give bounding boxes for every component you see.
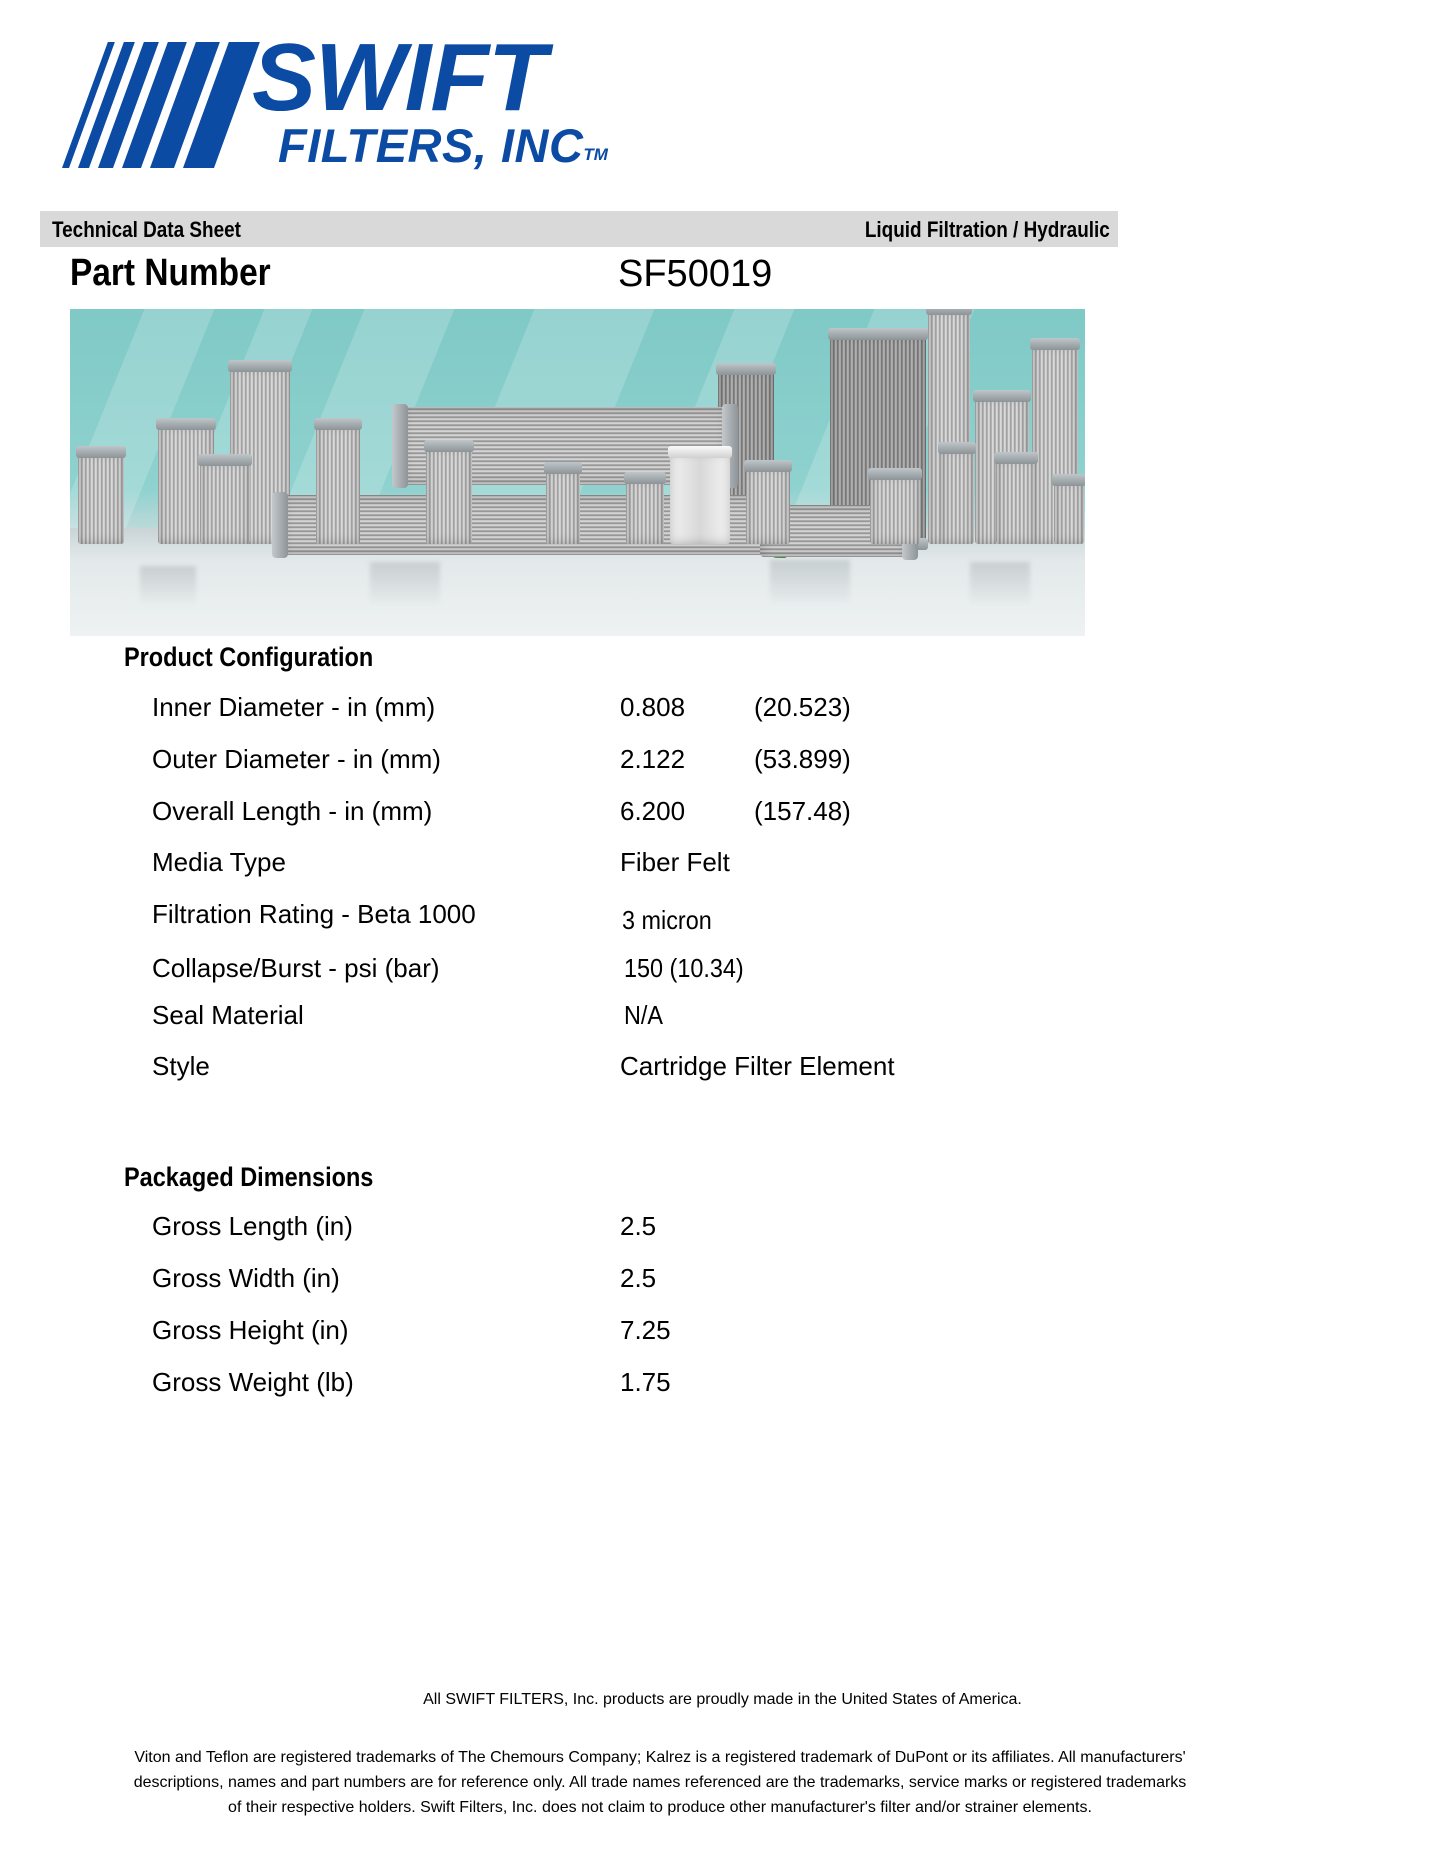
spec-row bbox=[152, 953, 1052, 993]
footer-legal-disclaimer: Viton and Teflon are registered trademarks of The Chemours Company; Kalrez is a registered trademark of DuPont or its affiliates. All manufacturers' descriptions, names and part numbers are for reference only. All trade names referenced are the trademarks, service marks or registered trademarks of their respective holders. Swift Filters, Inc. does not claim to produce other manufacturer's filter and/or strainer elements. bbox=[133, 1749, 1187, 1816]
logo-wordmark bbox=[252, 24, 682, 174]
packaged-row bbox=[152, 1367, 1052, 1407]
banner-title: Technical Data Sheet bbox=[52, 217, 241, 242]
spec-row bbox=[152, 1051, 1052, 1091]
spec-value-mm: (53.899) bbox=[754, 744, 851, 774]
spec-value: 6.200 bbox=[620, 796, 686, 826]
spec-row bbox=[152, 692, 1052, 732]
spec-label: Media Type bbox=[152, 847, 286, 877]
spec-value-mm: (157.48) bbox=[754, 796, 851, 826]
part-number-value: SF50019 bbox=[618, 253, 773, 295]
logo-sub-text: FILTERS, INCTM bbox=[278, 119, 608, 172]
packaged-row bbox=[152, 1211, 1052, 1251]
spec-label: Filtration Rating - Beta 1000 bbox=[152, 899, 476, 929]
logo-brand-text: SWIFT bbox=[252, 24, 546, 131]
spec-label: Seal Material bbox=[152, 1000, 304, 1030]
spec-row bbox=[152, 899, 1052, 939]
spec-value: 0.808 bbox=[620, 692, 686, 722]
company-logo bbox=[60, 24, 680, 184]
packaged-value: 7.25 bbox=[620, 1315, 671, 1345]
spec-row bbox=[152, 796, 1052, 836]
footer-made-in-usa: All SWIFT FILTERS, Inc. products are proudly made in the United States of America. bbox=[423, 1691, 1022, 1708]
spec-label: Collapse/Burst - psi (bar) bbox=[152, 953, 440, 983]
packaged-value: 2.5 bbox=[620, 1211, 657, 1241]
packaged-row bbox=[152, 1263, 1052, 1303]
spec-value: Cartridge Filter Element bbox=[620, 1051, 895, 1081]
section-title-packaged-dimensions: Packaged Dimensions bbox=[124, 1162, 374, 1192]
spec-row bbox=[152, 847, 1052, 887]
part-number-label: Part Number bbox=[70, 252, 271, 294]
packaged-label: Gross Width (in) bbox=[152, 1263, 340, 1293]
packaged-value: 2.5 bbox=[620, 1263, 657, 1293]
spec-value: N/A bbox=[624, 1000, 664, 1030]
packaged-label: Gross Length (in) bbox=[152, 1211, 353, 1241]
spec-row bbox=[152, 744, 1052, 784]
packaged-label: Gross Weight (lb) bbox=[152, 1367, 354, 1397]
trademark-mark: TM bbox=[583, 145, 608, 164]
spec-value: 2.122 bbox=[620, 744, 686, 774]
packaged-row bbox=[152, 1315, 1052, 1355]
packaged-value: 1.75 bbox=[620, 1367, 671, 1397]
product-photo bbox=[70, 309, 1085, 636]
packaged-label: Gross Height (in) bbox=[152, 1315, 349, 1345]
banner-category: Liquid Filtration / Hydraulic bbox=[865, 217, 1110, 242]
spec-label: Style bbox=[152, 1051, 210, 1081]
spec-label: Inner Diameter - in (mm) bbox=[152, 692, 436, 722]
logo-bars-icon bbox=[60, 42, 250, 168]
spec-label: Overall Length - in (mm) bbox=[152, 796, 433, 826]
spec-label: Outer Diameter - in (mm) bbox=[152, 744, 441, 774]
section-title-product-configuration: Product Configuration bbox=[124, 642, 374, 672]
spec-value: 3 micron bbox=[622, 905, 712, 935]
spec-value: Fiber Felt bbox=[620, 847, 730, 877]
spec-value: 150 (10.34) bbox=[624, 953, 744, 983]
spec-row bbox=[152, 1000, 1052, 1040]
document-banner bbox=[40, 211, 1118, 247]
spec-value-mm: (20.523) bbox=[754, 692, 851, 722]
